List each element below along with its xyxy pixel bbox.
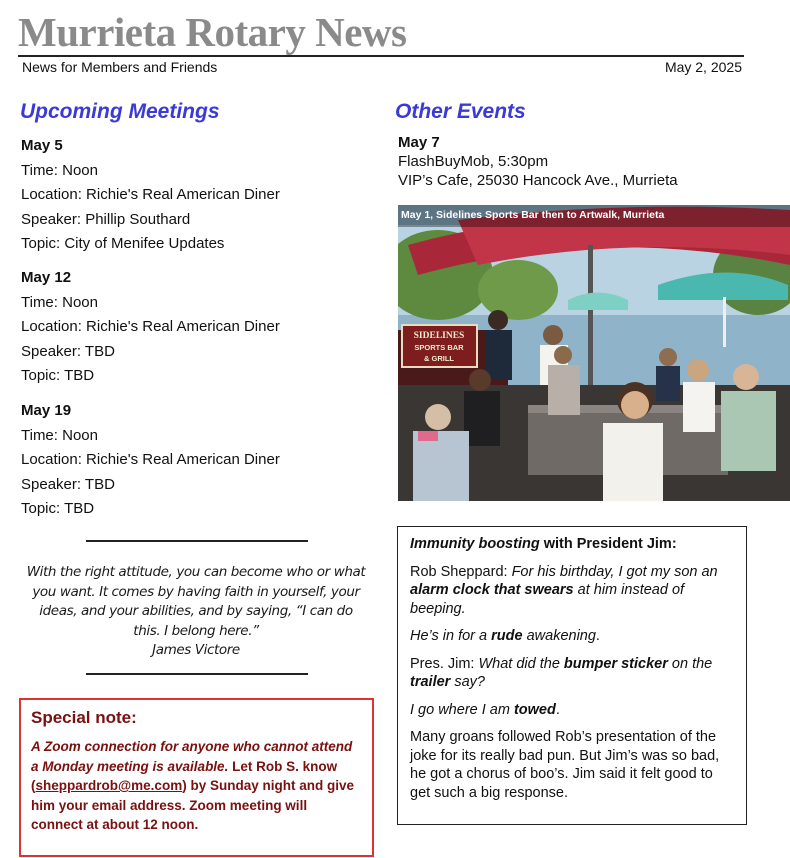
- joke-heading-rest: with President Jim:: [539, 536, 677, 552]
- event-date: May 7: [398, 134, 440, 151]
- event-place: VIP’s Cafe, 25030 Hancock Ave., Murrieta: [398, 172, 678, 189]
- joke-text: What did the: [478, 655, 564, 672]
- meeting-topic: Topic: TBD: [21, 500, 95, 517]
- upcoming-meetings-heading: Upcoming Meetings: [20, 100, 220, 123]
- joke-heading-italic: Immunity boosting: [410, 536, 540, 552]
- joke-text: He’s in for a: [410, 628, 492, 644]
- joke-text: awakening: [522, 628, 596, 644]
- meeting-topic: Topic: City of Menifee Updates: [21, 235, 225, 252]
- issue-date: May 2, 2025: [664, 59, 742, 75]
- joke-speaker: Rob Sheppard:: [410, 563, 512, 580]
- meeting-speaker: Speaker: TBD: [21, 342, 115, 360]
- meeting-topic: Topic: TBD: [21, 367, 95, 384]
- photo-illustration: [398, 205, 790, 501]
- joke-text: say?: [450, 674, 485, 690]
- quote-divider-top: [86, 540, 308, 542]
- event-name: FlashBuyMob, 5:30pm: [398, 153, 549, 170]
- joke-emphasis: alarm clock that swears: [410, 582, 574, 598]
- joke-heading: [410, 535, 734, 554]
- meeting-date: May 19: [21, 402, 72, 419]
- meeting-block: [21, 266, 280, 389]
- joke-emphasis: trailer: [410, 674, 451, 690]
- meeting-date: May 12: [21, 269, 72, 286]
- special-note-italic: A Zoom connection for anyone who cannot attend a Monday meeting is available.: [31, 739, 353, 774]
- special-note-text-a: Let Rob S. know (: [31, 758, 338, 793]
- meeting-time: Time: Noon: [21, 161, 98, 179]
- joke-emphasis: bumper sticker: [563, 655, 668, 672]
- joke-emphasis: rude: [491, 628, 523, 644]
- special-note-title: Special note:: [31, 708, 137, 727]
- event-photo: [398, 205, 790, 501]
- joke-paragraph: Many groans followed Rob’s presentation of the joke for its really bad pun. But Jim’s was so bad, he got a chorus of boo’s. Jim said it felt good to get such a big response.: [410, 729, 720, 801]
- joke-text: I go where I am: [410, 701, 514, 718]
- joke-paragraph: [410, 701, 734, 720]
- special-note-body: [31, 737, 362, 835]
- quote-block: [26, 563, 366, 661]
- sign-line-1: SIDELINES: [413, 331, 465, 341]
- meeting-time: Time: Noon: [21, 426, 98, 444]
- masthead-title: Murrieta Rotary News: [18, 9, 407, 55]
- meeting-location: Location: Richie's Real American Diner: [21, 451, 280, 468]
- meeting-speaker: Speaker: Phillip Southard: [21, 210, 191, 228]
- newsletter-subtitle: News for Members and Friends: [22, 59, 218, 75]
- meeting-location: Location: Richie's Real American Diner: [21, 186, 280, 203]
- joke-box: [397, 526, 747, 825]
- email-link[interactable]: sheppardrob@me.com: [35, 778, 183, 793]
- joke-text: on the: [667, 655, 713, 672]
- joke-text: .: [555, 701, 560, 718]
- special-note-box: [19, 698, 374, 857]
- quote-divider-bottom: [86, 673, 308, 675]
- sign-line-3: & GRILL: [424, 354, 454, 363]
- joke-paragraph: [410, 563, 734, 619]
- sign-line-2: SPORTS BAR: [414, 343, 464, 352]
- meeting-block: [21, 134, 280, 257]
- quote-author: James Victore: [152, 642, 240, 658]
- joke-speaker: Pres. Jim:: [410, 655, 479, 672]
- meeting-block: [21, 399, 280, 522]
- other-events-heading: Other Events: [395, 100, 526, 123]
- meeting-date: May 5: [21, 137, 63, 154]
- joke-paragraph: [410, 627, 734, 646]
- joke-paragraph: [410, 655, 734, 692]
- meeting-time: Time: Noon: [21, 293, 98, 311]
- joke-text: For his birthday, I got my son an: [511, 563, 718, 580]
- quote-text: With the right attitude, you can become who or what you want. It comes by having faith in yourself, your ideas, and your abilities, and by saying, “I can do this. I belong here.”: [26, 564, 366, 639]
- event-block: [398, 133, 678, 190]
- meeting-speaker: Speaker: TBD: [21, 475, 115, 493]
- meeting-location: Location: Richie's Real American Diner: [21, 318, 280, 335]
- photo-caption: May 1, Sidelines Sports Bar then to Artwalk, Murrieta: [398, 205, 790, 227]
- special-note-text-b: ) by Sunday night and give him your email address. Zoom meeting will connect at about 12 noon.: [31, 778, 354, 832]
- header-rule: [18, 55, 744, 57]
- joke-text: at him instead of beeping.: [410, 582, 685, 617]
- joke-emphasis: towed: [513, 701, 556, 718]
- joke-text: .: [595, 628, 600, 644]
